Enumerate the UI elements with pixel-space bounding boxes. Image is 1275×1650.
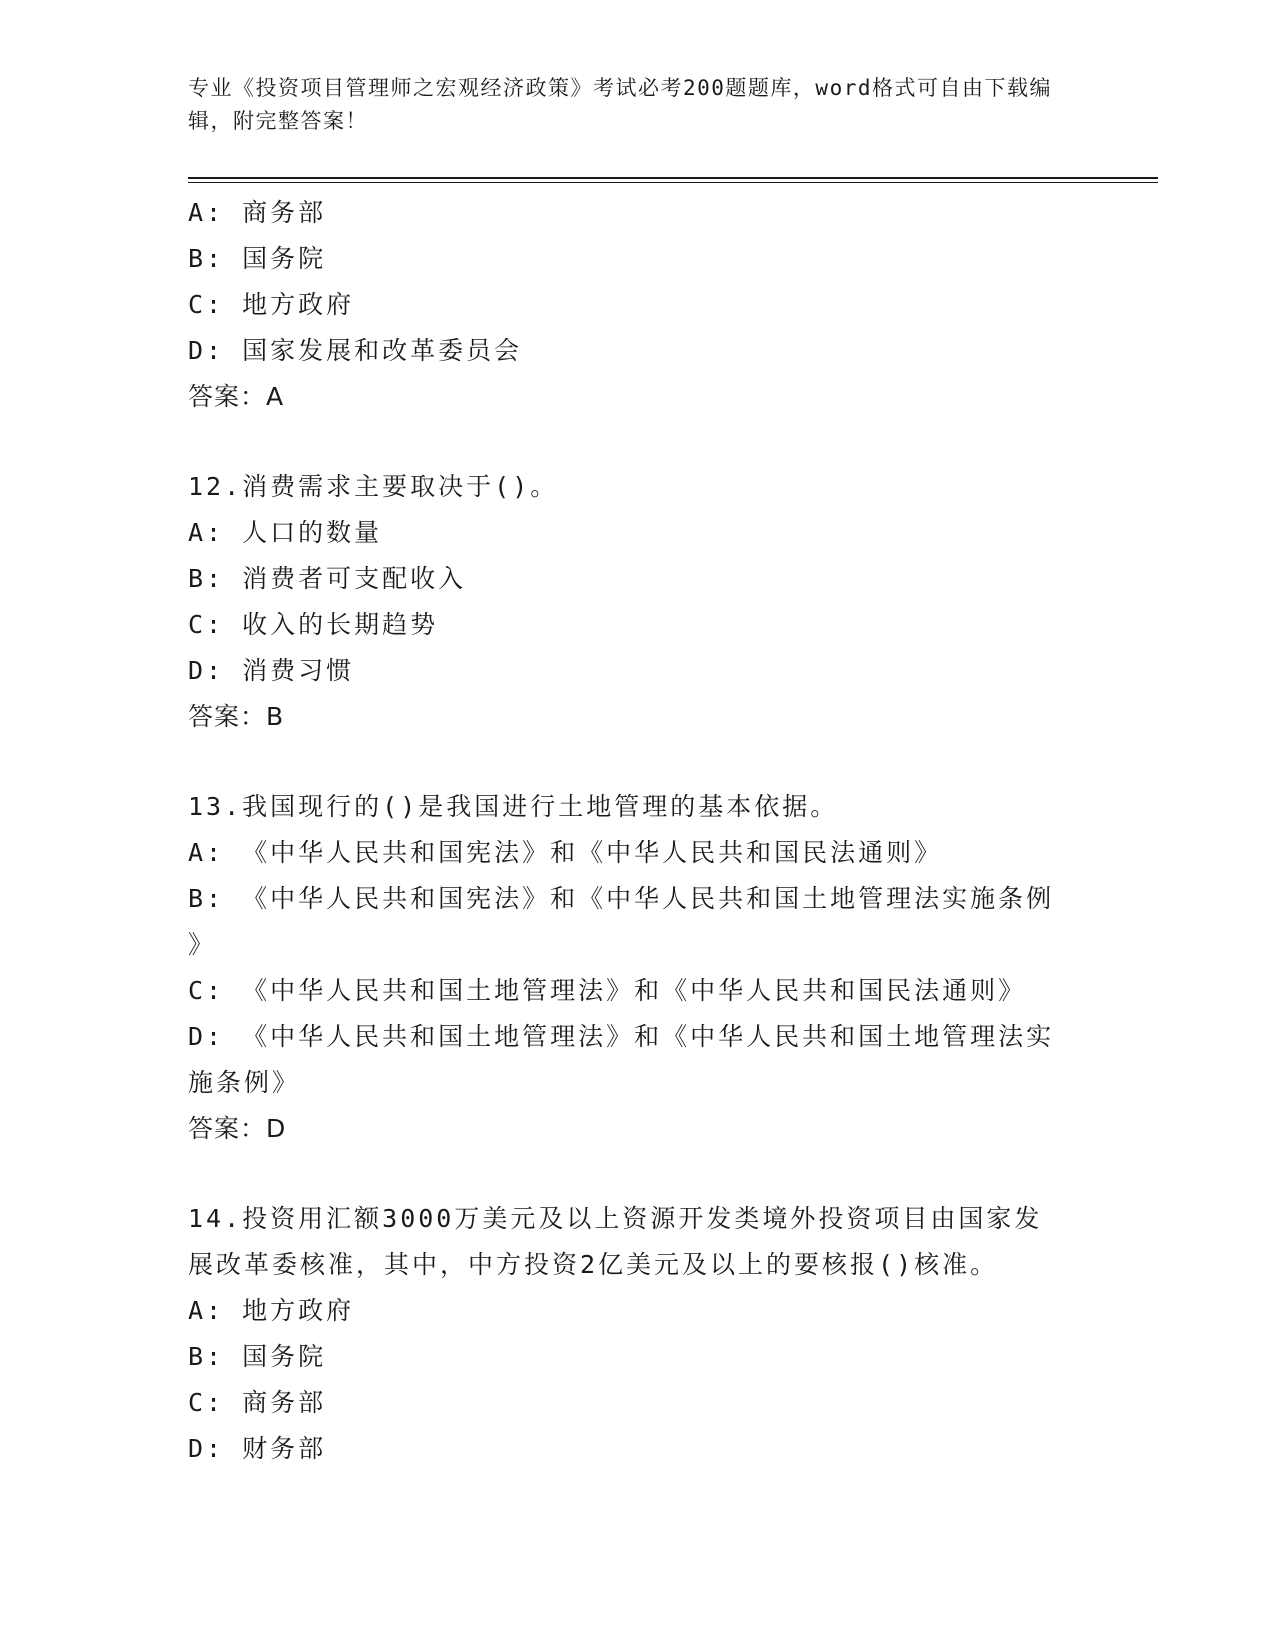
question-14 (188, 1196, 1088, 1472)
option-b: B: 《中华人民共和国宪法》和《中华人民共和国土地管理法实施条例 (188, 884, 1055, 913)
option-c: C: 收入的长期趋势 (188, 610, 439, 639)
question-text: 14.投资用汇额3000万美元及以上资源开发类境外投资项目由国家发 (188, 1204, 1043, 1233)
question-11 (188, 190, 1088, 420)
option-a: A: 《中华人民共和国宪法》和《中华人民共和国民法通则》 (188, 838, 943, 867)
question-text-continued: 展改革委核准，其中，中方投资2亿美元及以上的要核报()核准。 (188, 1250, 999, 1279)
option-d-continued: 施条例》 (188, 1068, 301, 1097)
option-d: D: 《中华人民共和国土地管理法》和《中华人民共和国土地管理法实 (188, 1022, 1055, 1051)
option-c: C: 商务部 (188, 1388, 327, 1417)
option-b: B: 国务院 (188, 244, 327, 273)
answer: 答案：D (188, 1114, 287, 1143)
question-text: 13.我国现行的()是我国进行土地管理的基本依据。 (188, 792, 839, 821)
question-13 (188, 784, 1088, 1152)
option-a: A: 人口的数量 (188, 518, 383, 547)
question-list (188, 190, 1088, 1472)
document-header: 专业《投资项目管理师之宏观经济政策》考试必考200题题库，word格式可自由下载编辑，附完整答案！ (188, 76, 1052, 133)
option-b-continued: 》 (188, 930, 217, 959)
header-divider (188, 177, 1158, 183)
option-d: D: 财务部 (188, 1434, 327, 1463)
spacer (188, 1152, 1088, 1196)
answer: 答案：A (188, 382, 285, 411)
option-a: A: 商务部 (188, 198, 327, 227)
option-c: C: 地方政府 (188, 290, 355, 319)
option-d: D: 消费习惯 (188, 656, 355, 685)
question-12 (188, 464, 1088, 740)
spacer (188, 740, 1088, 784)
option-d: D: 国家发展和改革委员会 (188, 336, 523, 365)
spacer (188, 420, 1088, 464)
question-text: 12.消费需求主要取决于()。 (188, 472, 559, 501)
option-b: B: 国务院 (188, 1342, 327, 1371)
option-a: A: 地方政府 (188, 1296, 355, 1325)
answer: 答案：B (188, 702, 285, 731)
option-c: C: 《中华人民共和国土地管理法》和《中华人民共和国民法通则》 (188, 976, 1027, 1005)
option-b: B: 消费者可支配收入 (188, 564, 467, 593)
